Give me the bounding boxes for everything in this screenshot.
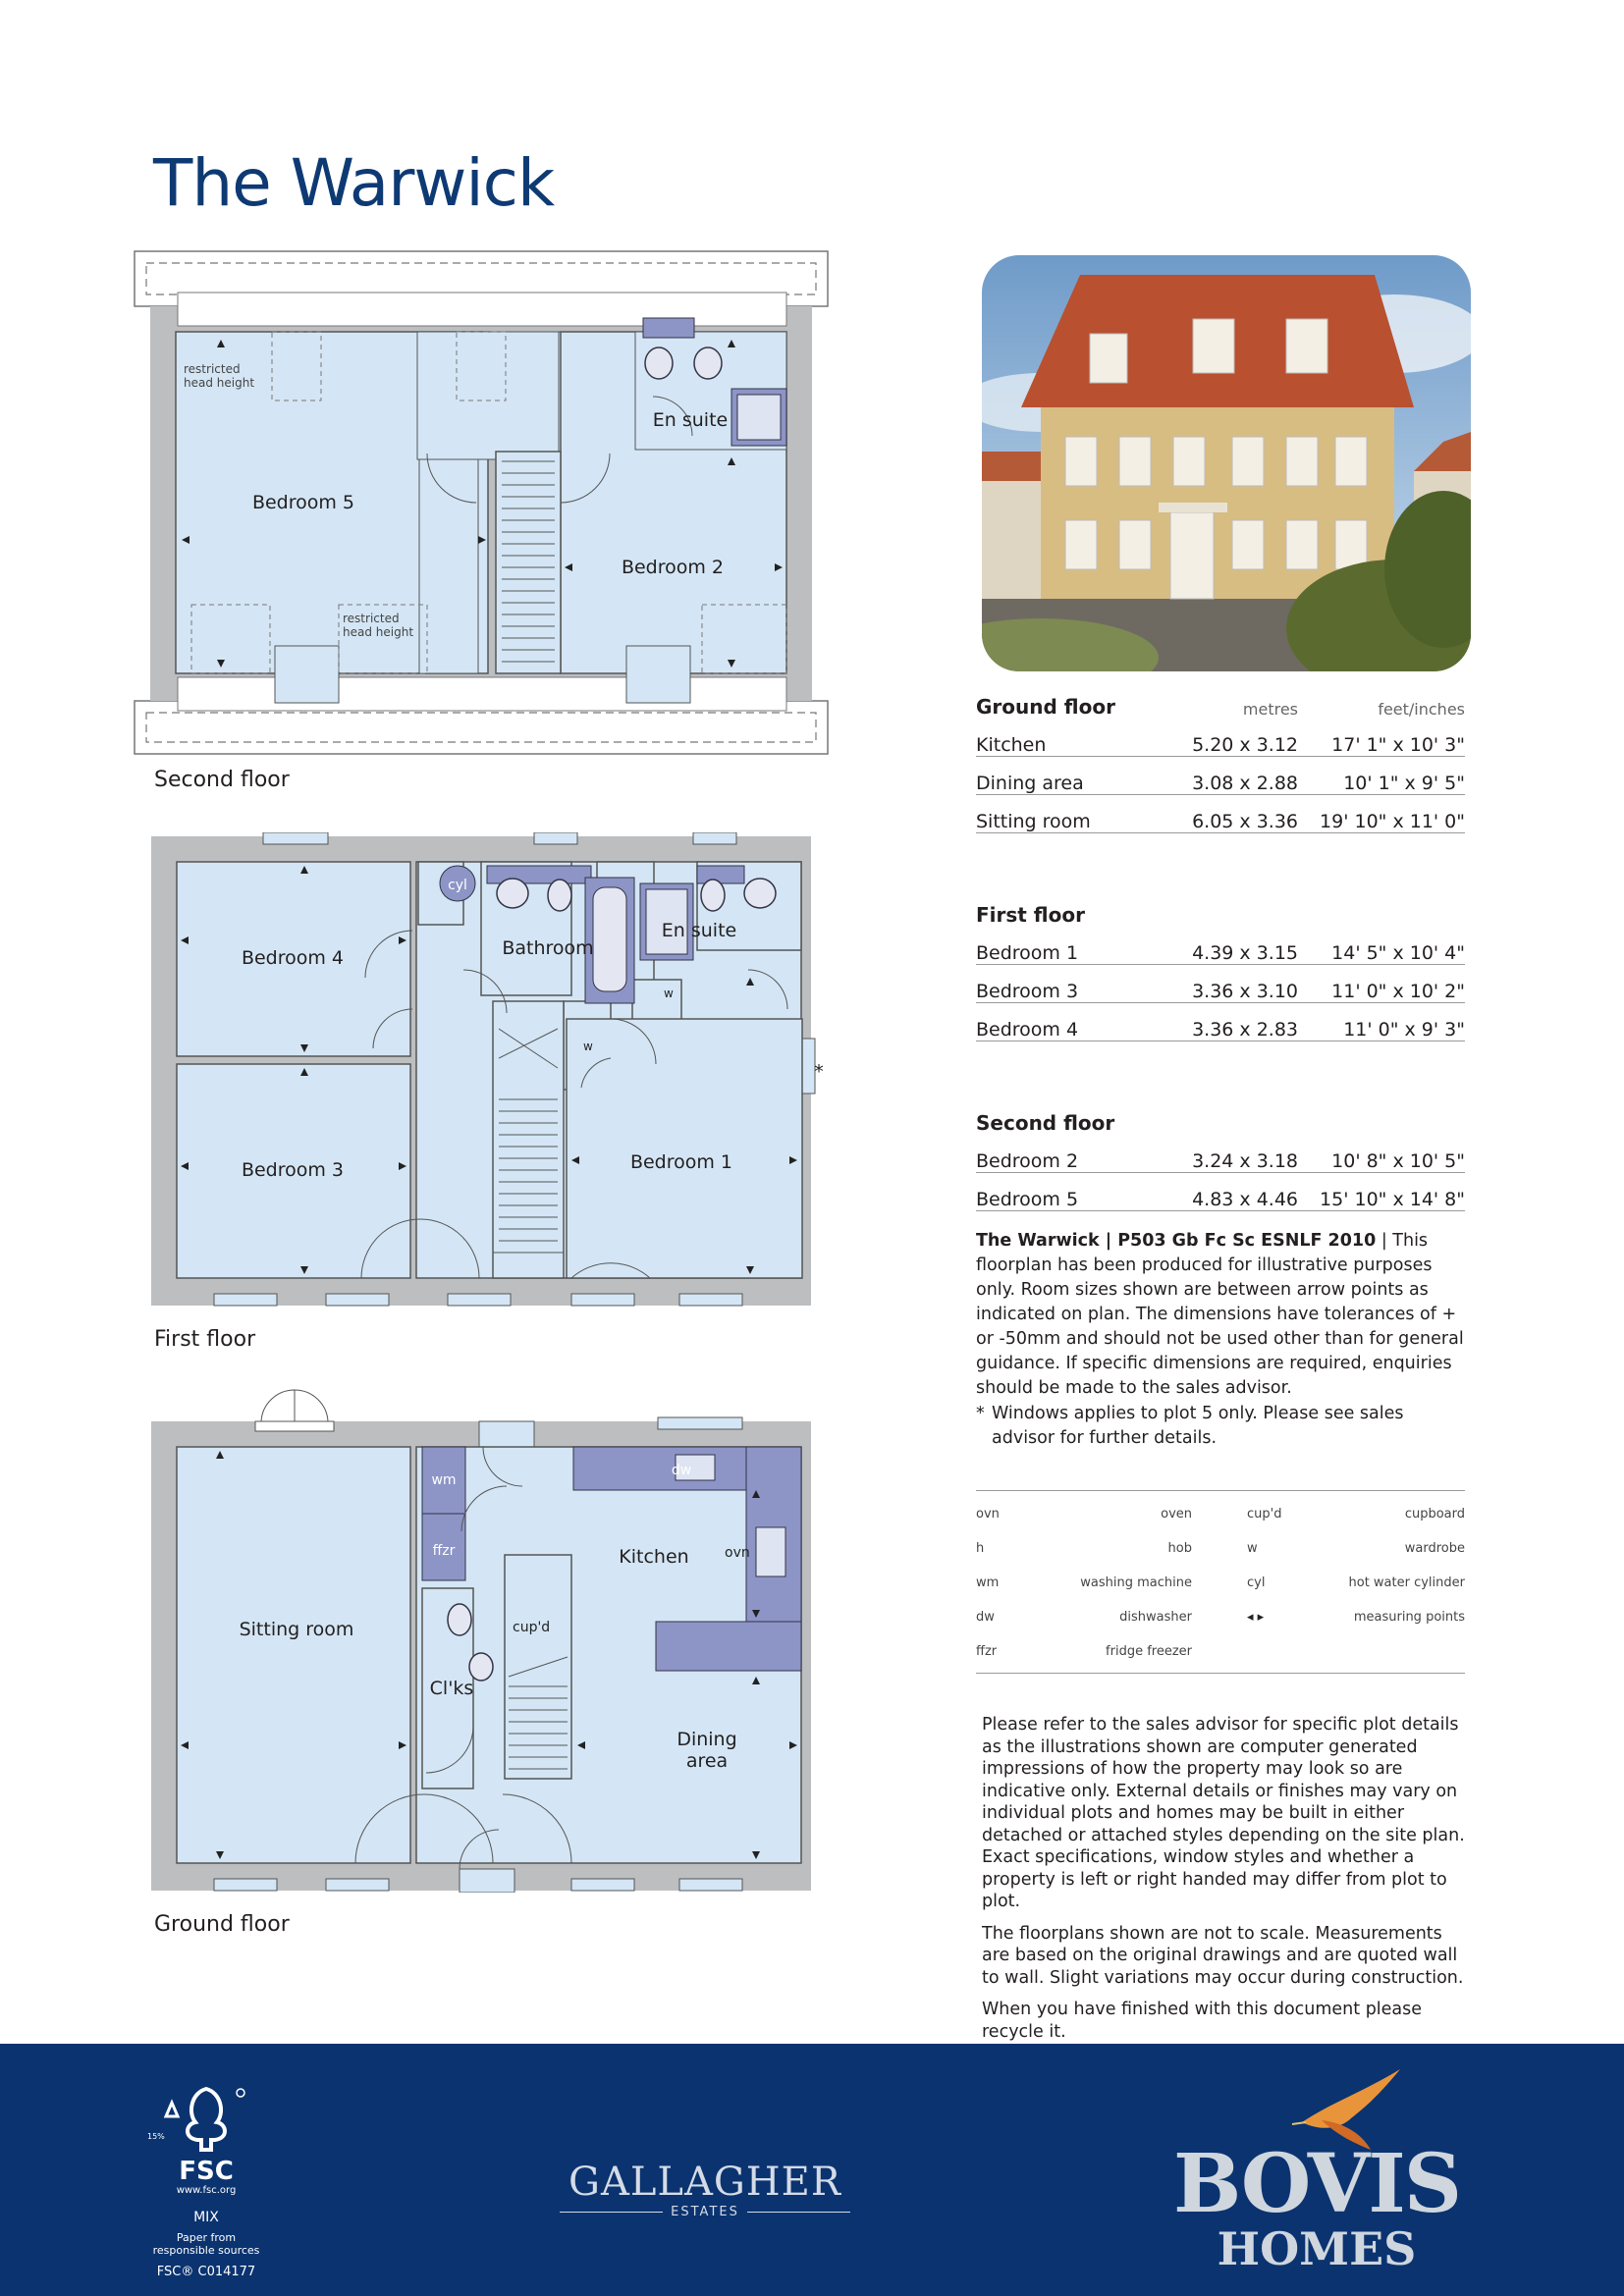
wardrobe-label: w bbox=[664, 987, 674, 1000]
legend-key: w bbox=[1247, 1541, 1258, 1556]
note-text: head height bbox=[343, 625, 414, 639]
table-header bbox=[976, 681, 1465, 719]
table-row bbox=[976, 927, 1465, 965]
room-name: Bedroom 5 bbox=[976, 1189, 1079, 1210]
cylinder-label: cyl bbox=[448, 878, 467, 893]
dw-label: dw bbox=[671, 1463, 692, 1478]
legend-value: fridge freezer bbox=[1106, 1644, 1192, 1659]
room-label: Dining bbox=[677, 1729, 737, 1750]
legend-value: hob bbox=[1167, 1541, 1192, 1556]
room-label: Bedroom 2 bbox=[621, 557, 725, 578]
sales-notes bbox=[982, 1714, 1473, 2065]
feet-value: 11' 0" x 9' 3" bbox=[1343, 1019, 1465, 1041]
feet-value: 14' 5" x 10' 4" bbox=[1331, 942, 1465, 964]
feet-value: 19' 10" x 11' 0" bbox=[1320, 811, 1465, 832]
page-title: The Warwick bbox=[153, 145, 555, 221]
room-label: Bathroom bbox=[502, 937, 594, 959]
fsc-code: FSC® C014177 bbox=[156, 2265, 256, 2279]
room-label: Bedroom 5 bbox=[251, 492, 355, 513]
room-label: area bbox=[685, 1750, 729, 1772]
abbreviation-legend bbox=[976, 1490, 1465, 1674]
ground-floor-plan bbox=[149, 1382, 827, 1893]
table-row bbox=[976, 795, 1465, 833]
wardrobe-label: w bbox=[583, 1040, 593, 1053]
note-paragraph: The floorplans shown are not to scale. Measurements are based on the original drawings and are quoted wall to wall. Slight variations may occur during construction. bbox=[982, 1923, 1464, 1988]
second-floor-dimensions bbox=[976, 1097, 1465, 1211]
room-name: Bedroom 4 bbox=[976, 1019, 1079, 1041]
metres-value: 3.08 x 2.88 bbox=[1192, 773, 1298, 794]
fsc-line2: responsible sources bbox=[152, 2244, 260, 2257]
note-text: head height bbox=[184, 376, 255, 390]
second-floor-label: Second floor bbox=[154, 768, 290, 792]
gallagher-name: GALLAGHER bbox=[568, 2160, 841, 2205]
table-header bbox=[976, 889, 1465, 927]
room-label: Bedroom 4 bbox=[241, 947, 345, 969]
metres-value: 4.39 x 3.15 bbox=[1192, 942, 1298, 964]
legend-key: ffzr bbox=[976, 1644, 998, 1659]
first-floor-plan bbox=[149, 832, 827, 1308]
fsc-name: FSC bbox=[179, 2157, 234, 2186]
metres-value: 6.05 x 3.36 bbox=[1192, 811, 1298, 832]
fsc-mix: MIX bbox=[193, 2210, 219, 2225]
legend-value: hot water cylinder bbox=[1348, 1575, 1465, 1590]
room-label: Kitchen bbox=[619, 1546, 689, 1568]
room-label: En suite bbox=[661, 920, 737, 941]
room-name: Bedroom 1 bbox=[976, 942, 1079, 964]
table-heading: Second floor bbox=[976, 1111, 1115, 1135]
fsc-url: www.fsc.org bbox=[176, 2185, 237, 2196]
note-text: restricted bbox=[343, 612, 400, 625]
legend-key: h bbox=[976, 1541, 985, 1556]
metres-value: 3.36 x 2.83 bbox=[1192, 1019, 1298, 1041]
fsc-block bbox=[147, 2083, 265, 2279]
table-row bbox=[976, 1173, 1465, 1211]
legend-row bbox=[976, 1531, 1465, 1566]
feet-value: 10' 8" x 10' 5" bbox=[1331, 1150, 1465, 1172]
legend-value: dishwasher bbox=[1119, 1610, 1192, 1625]
feet-value: 11' 0" x 10' 2" bbox=[1331, 981, 1465, 1002]
bovis-homes: HOMES bbox=[1217, 2222, 1417, 2275]
asterisk: * bbox=[976, 1404, 985, 1423]
bovis-logo bbox=[1155, 2063, 1479, 2285]
legend-key: cyl bbox=[1247, 1575, 1266, 1590]
table-row bbox=[976, 1135, 1465, 1173]
room-name: Kitchen bbox=[976, 734, 1047, 756]
plan-reference: The Warwick | P503 Gb Fc Sc ESNLF 2010 bbox=[976, 1231, 1377, 1251]
table-header bbox=[976, 1097, 1465, 1135]
room-label: En suite bbox=[652, 409, 729, 431]
room-label: Sitting room bbox=[239, 1619, 354, 1640]
room-name: Dining area bbox=[976, 773, 1084, 794]
ground-floor-dimensions bbox=[976, 681, 1465, 833]
cupd-label: cup'd bbox=[513, 1620, 551, 1635]
table-row bbox=[976, 1003, 1465, 1041]
metres-value: 4.83 x 4.46 bbox=[1192, 1189, 1298, 1210]
first-floor-dimensions bbox=[976, 889, 1465, 1041]
note-text: restricted bbox=[184, 362, 241, 376]
ground-floor-label: Ground floor bbox=[154, 1912, 290, 1937]
feet-value: 17' 1" x 10' 3" bbox=[1331, 734, 1465, 756]
room-label: Bedroom 1 bbox=[629, 1151, 733, 1173]
wm-label: wm bbox=[431, 1472, 457, 1488]
legend-key: ovn bbox=[976, 1507, 1000, 1522]
note-paragraph: Please refer to the sales advisor for specific plot details as the illustrations shown are computer generated impressions of how the property may look so are indicative only. External details or finishes may vary on individual plots and homes may be built in either detached or attached styles depending on the site plan. Exact specifications, window styles and whether a property is left or right handed may differ from plot to plot. bbox=[982, 1715, 1465, 1911]
legend-key: cup'd bbox=[1247, 1507, 1282, 1522]
disclaimer-text: | This floorplan has been produced for illustrative purposes only. Room sizes shown are between arrow points as indicated on plan. The dimensions have tolerances of + or -50mm and should not be used other than for general guidance. If specific dimensions are required, enquiries should be made to the sales advisor. bbox=[976, 1231, 1464, 1398]
table-heading: Ground floor bbox=[976, 695, 1115, 719]
first-floor-label: First floor bbox=[154, 1327, 256, 1352]
room-label: Bedroom 3 bbox=[241, 1159, 345, 1181]
room-name: Bedroom 2 bbox=[976, 1150, 1079, 1172]
ovn-label: ovn bbox=[725, 1545, 750, 1561]
legend-value: cupboard bbox=[1404, 1507, 1465, 1522]
fsc-percentage: 15% bbox=[147, 2132, 165, 2141]
metres-value: 5.20 x 3.12 bbox=[1192, 734, 1298, 756]
fsc-line1: Paper from bbox=[176, 2231, 237, 2244]
room-name: Bedroom 3 bbox=[976, 981, 1079, 1002]
room-name: Sitting room bbox=[976, 811, 1091, 832]
house-photo bbox=[982, 255, 1471, 671]
windows-note bbox=[976, 1402, 1467, 1451]
legend-key: wm bbox=[976, 1575, 1000, 1590]
table-row bbox=[976, 719, 1465, 757]
metres-header: metres bbox=[1242, 700, 1298, 719]
note-paragraph: When you have finished with this document please recycle it. bbox=[982, 2000, 1423, 2042]
feet-value: 15' 10" x 14' 8" bbox=[1320, 1189, 1465, 1210]
plot-asterisk: * bbox=[814, 1061, 824, 1083]
legend-value: oven bbox=[1161, 1507, 1192, 1522]
table-row bbox=[976, 965, 1465, 1003]
legend-value: wardrobe bbox=[1404, 1541, 1465, 1556]
legend-value: measuring points bbox=[1353, 1610, 1465, 1625]
windows-note-text: Windows applies to plot 5 only. Please see sales advisor for further details. bbox=[992, 1404, 1404, 1448]
legend-value: washing machine bbox=[1080, 1575, 1192, 1590]
feet-header: feet/inches bbox=[1378, 700, 1465, 719]
ffzr-label: ffzr bbox=[432, 1543, 456, 1559]
second-floor-plan bbox=[133, 249, 830, 756]
gallagher-logo bbox=[560, 2160, 850, 2219]
footer-band bbox=[0, 2044, 1624, 2296]
legend-row bbox=[976, 1634, 1465, 1669]
bovis-name: BOVIS bbox=[1172, 2137, 1460, 2231]
room-label: Cl'ks bbox=[429, 1678, 474, 1699]
table-row bbox=[976, 757, 1465, 795]
legend-row bbox=[976, 1600, 1465, 1634]
legend-row bbox=[976, 1497, 1465, 1531]
disclaimer bbox=[976, 1229, 1467, 1401]
legend-key: dw bbox=[976, 1610, 995, 1625]
feet-value: 10' 1" x 9' 5" bbox=[1343, 773, 1465, 794]
legend-row bbox=[976, 1566, 1465, 1600]
metres-value: 3.24 x 3.18 bbox=[1192, 1150, 1298, 1172]
table-heading: First floor bbox=[976, 903, 1085, 927]
gallagher-sub: ESTATES bbox=[671, 2205, 739, 2219]
metres-value: 3.36 x 3.10 bbox=[1192, 981, 1298, 1002]
measuring-points-icon: ◂ ▸ bbox=[1247, 1610, 1265, 1625]
fsc-tree-icon bbox=[162, 2083, 250, 2154]
